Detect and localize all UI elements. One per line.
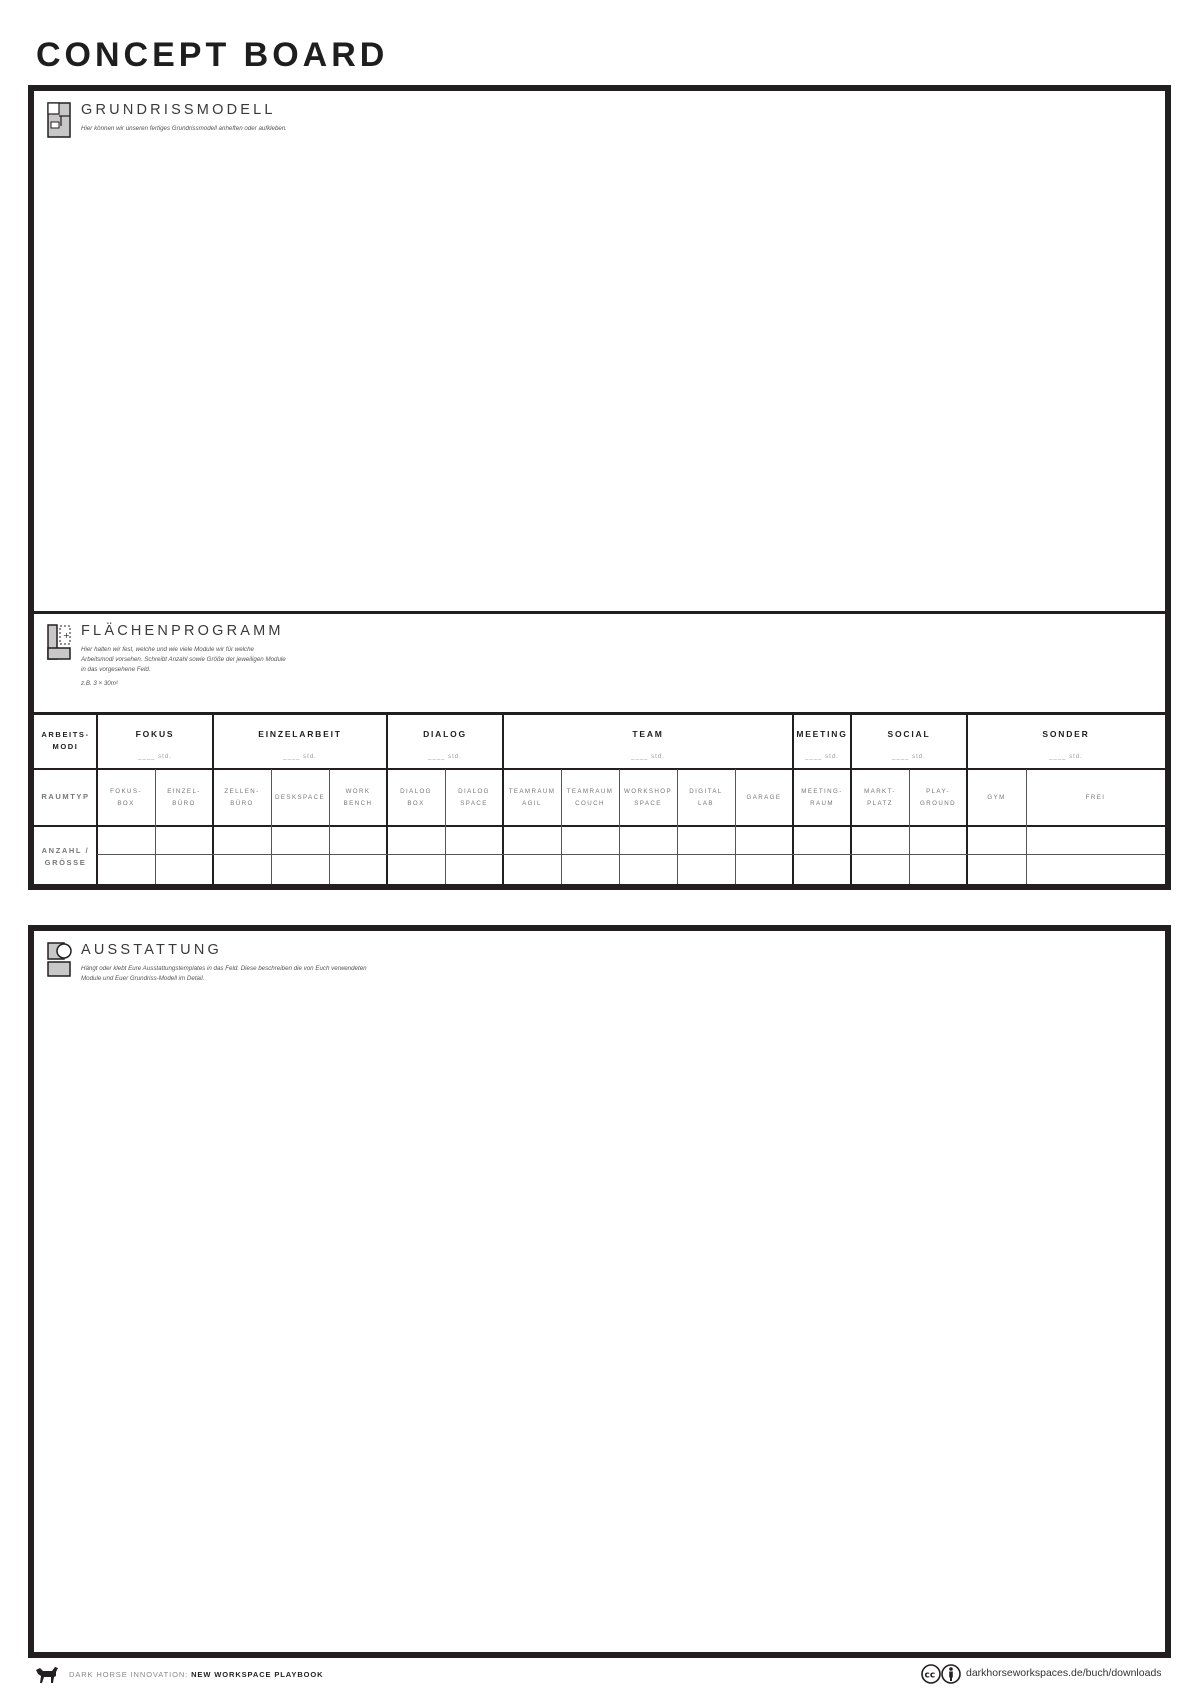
std-input[interactable]: ____ std. xyxy=(892,754,926,760)
category-social xyxy=(851,712,967,769)
std-input[interactable]: ____ std. xyxy=(138,754,172,760)
creative-commons-icon xyxy=(921,1663,961,1685)
furniture-icon xyxy=(47,942,73,980)
horse-logo-icon xyxy=(34,1664,60,1684)
row-label-arbeitsmodi: ARBEITS- MODI xyxy=(41,730,90,751)
category-name: SOCIAL xyxy=(887,729,931,739)
category-sonder xyxy=(967,712,1165,769)
room-type-teamraum-agil: TEAMRAUM AGIL xyxy=(508,787,556,807)
room-type-gym: GYM xyxy=(987,793,1006,801)
room-type-zellen-buero: ZELLEN- BÜRO xyxy=(224,787,260,807)
std-input[interactable]: ____ std. xyxy=(805,754,839,760)
category-meeting xyxy=(793,712,851,769)
room-type-dialog-space: DIALOG SPACE xyxy=(458,787,490,807)
section-desc-line-2: Module und Euer Grundriss-Modell im Detail. xyxy=(81,975,205,982)
std-input[interactable]: ____ std. xyxy=(283,754,317,760)
section-title-ausstattung: AUSSTATTUNG xyxy=(81,942,222,958)
concept-board-top xyxy=(28,85,1171,890)
std-input[interactable]: ____ std. xyxy=(1049,754,1083,760)
room-type-garage: GARAGE xyxy=(746,793,782,801)
footer-brand-name: DARK HORSE INNOVATION: xyxy=(69,1670,189,1679)
category-name: FOKUS xyxy=(135,729,175,739)
room-type-digital-lab: DIGITAL LAB xyxy=(689,787,723,807)
std-input[interactable]: ____ std. xyxy=(631,754,665,760)
row-label-raumtyp: RAUMTYP xyxy=(41,792,90,801)
footer-book-title: NEW WORKSPACE PLAYBOOK xyxy=(191,1670,324,1679)
section-desc-grundrissmodell: Hier können wir unseren fertiges Grundrissmodell anheften oder aufkleben. xyxy=(81,125,288,132)
room-type-einzel-buero: EINZEL- BÜRO xyxy=(167,787,201,807)
std-input[interactable]: ____ std. xyxy=(428,754,462,760)
room-type-frei: FREI xyxy=(1085,793,1106,801)
svg-text:cc: cc xyxy=(924,1670,936,1681)
room-type-meeting-raum: MEETING- RAUM xyxy=(801,787,843,807)
section-example: z.B. 3 × 30m² xyxy=(81,680,118,687)
category-name: EINZELARBEIT xyxy=(258,729,342,739)
category-name: MEETING xyxy=(796,729,848,739)
category-dialog xyxy=(387,712,503,769)
section-title-flaechenprogramm: FLÄCHENPROGRAMM xyxy=(81,623,284,639)
category-team xyxy=(503,712,793,769)
svg-text:+: + xyxy=(63,631,70,640)
room-type-fokus-box: FOKUS- BOX xyxy=(110,787,142,807)
category-name: DIALOG xyxy=(423,729,467,739)
room-type-dialog-box: DIALOG BOX xyxy=(400,787,432,807)
room-type-teamraum-couch: TEAMRAUM COUCH xyxy=(566,787,614,807)
footer-brand xyxy=(69,1670,323,1679)
room-type-playground: PLAY- GROUND xyxy=(920,787,956,807)
row-label-anzahl-groesse: ANZAHL / GRÖSSE xyxy=(41,846,90,867)
category-einzelarbeit xyxy=(213,712,387,769)
flaechenprogramm-table xyxy=(34,712,1165,884)
category-name: TEAM xyxy=(632,729,664,739)
ausstattung-section xyxy=(28,925,1171,1658)
section-title-grundrissmodell: GRUNDRISSMODELL xyxy=(81,102,276,118)
page-title: CONCEPT BOARD xyxy=(36,36,389,74)
section-desc-line-3: in das vorgesehene Feld. xyxy=(81,666,151,673)
area-program-icon xyxy=(47,624,73,662)
grundrissmodell-section xyxy=(34,91,1165,614)
footer-url[interactable]: darkhorseworkspaces.de/buch/downloads xyxy=(966,1667,1162,1679)
room-type-marktplatz: MARKT- PLATZ xyxy=(864,787,896,807)
floorplan-icon xyxy=(47,102,73,140)
category-name: SONDER xyxy=(1042,729,1090,739)
room-type-workshop-space: WORKSHOP SPACE xyxy=(624,787,672,807)
section-desc-line-2: Arbeitsmodi vorsehen. Schreibt Anzahl sowie Größe der jeweiligen Module xyxy=(81,656,286,663)
room-type-work-bench: WORK BENCH xyxy=(343,787,373,807)
section-desc-line-1: Hängt oder klebt Eure Ausstattungstemplates in das Feld. Diese beschreiben die von Euch verwendeten xyxy=(81,965,367,972)
section-desc-line-1: Hier halten wir fest, welche und wie viele Module wir für welche xyxy=(81,646,254,653)
category-fokus xyxy=(97,712,213,769)
room-type-deskspace: DESKSPACE xyxy=(275,793,325,801)
